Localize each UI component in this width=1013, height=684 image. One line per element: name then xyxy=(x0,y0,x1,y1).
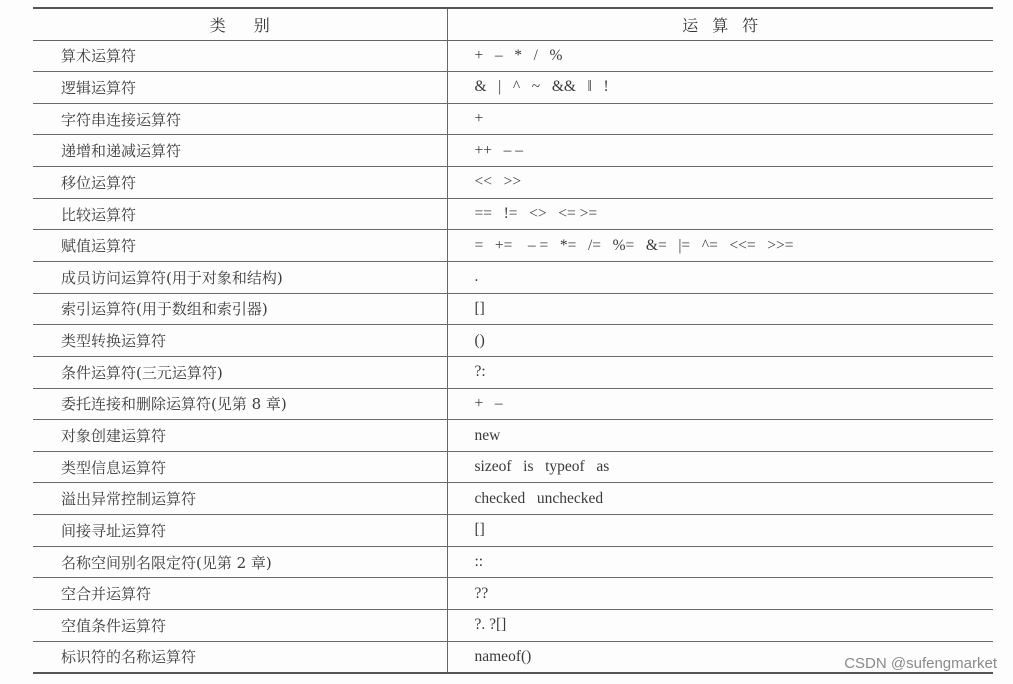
operators-cell: ?: xyxy=(447,356,993,388)
operators-cell: << >> xyxy=(447,167,993,199)
operators-cell: = += – = *= /= %= &= |= ^= <<= >>= xyxy=(447,230,993,262)
category-cell: 成员访问运算符(用于对象和结构) xyxy=(33,261,447,293)
table-row xyxy=(33,356,993,388)
table-row xyxy=(33,103,993,135)
table-row xyxy=(33,420,993,452)
table-row xyxy=(33,230,993,262)
table-row xyxy=(33,483,993,515)
table-row xyxy=(33,261,993,293)
category-cell: 对象创建运算符 xyxy=(33,420,447,452)
table-row xyxy=(33,610,993,642)
category-cell: 类型信息运算符 xyxy=(33,451,447,483)
category-cell: 比较运算符 xyxy=(33,198,447,230)
category-cell: 移位运算符 xyxy=(33,167,447,199)
table-row xyxy=(33,72,993,104)
operators-cell: & | ^ ~ && ‖ ! xyxy=(447,72,993,104)
table-row xyxy=(33,40,993,72)
table-row xyxy=(33,451,993,483)
table-header-row xyxy=(33,8,993,40)
category-cell: 字符串连接运算符 xyxy=(33,103,447,135)
category-cell: 条件运算符(三元运算符) xyxy=(33,356,447,388)
table-row xyxy=(33,198,993,230)
table-row xyxy=(33,546,993,578)
operators-cell: sizeof is typeof as xyxy=(447,451,993,483)
table-row xyxy=(33,167,993,199)
operators-cell: nameof() xyxy=(447,641,993,673)
table-row xyxy=(33,388,993,420)
operators-cell: [] xyxy=(447,293,993,325)
operators-cell: . xyxy=(447,261,993,293)
category-cell: 递增和递减运算符 xyxy=(33,135,447,167)
operators-cell: ?? xyxy=(447,578,993,610)
category-cell: 逻辑运算符 xyxy=(33,72,447,104)
operators-cell: ?. ?[] xyxy=(447,610,993,642)
operators-cell: ++ – – xyxy=(447,135,993,167)
category-cell: 空合并运算符 xyxy=(33,578,447,610)
watermark-text: CSDN @sufengmarket xyxy=(844,655,997,672)
table-row xyxy=(33,135,993,167)
category-cell: 名称空间别名限定符(见第 2 章) xyxy=(33,546,447,578)
operators-cell: + – xyxy=(447,388,993,420)
operators-cell: [] xyxy=(447,515,993,547)
column-header-category: 类 别 xyxy=(33,8,447,40)
operators-cell: == != <> <= >= xyxy=(447,198,993,230)
operators-cell: + – * / % xyxy=(447,40,993,72)
category-cell: 索引运算符(用于数组和索引器) xyxy=(33,293,447,325)
category-cell: 赋值运算符 xyxy=(33,230,447,262)
category-cell: 委托连接和删除运算符(见第 8 章) xyxy=(33,388,447,420)
column-header-operators: 运 算 符 xyxy=(447,8,993,40)
category-cell: 溢出异常控制运算符 xyxy=(33,483,447,515)
operator-table xyxy=(33,7,993,674)
operators-cell: :: xyxy=(447,546,993,578)
table-row xyxy=(33,325,993,357)
category-cell: 间接寻址运算符 xyxy=(33,515,447,547)
category-cell: 算术运算符 xyxy=(33,40,447,72)
operators-cell: + xyxy=(447,103,993,135)
category-cell: 空值条件运算符 xyxy=(33,610,447,642)
category-cell: 类型转换运算符 xyxy=(33,325,447,357)
operators-cell: () xyxy=(447,325,993,357)
table-row xyxy=(33,515,993,547)
table-row xyxy=(33,578,993,610)
operators-cell: checked unchecked xyxy=(447,483,993,515)
table-row xyxy=(33,293,993,325)
operators-cell: new xyxy=(447,420,993,452)
category-cell: 标识符的名称运算符 xyxy=(33,641,447,673)
